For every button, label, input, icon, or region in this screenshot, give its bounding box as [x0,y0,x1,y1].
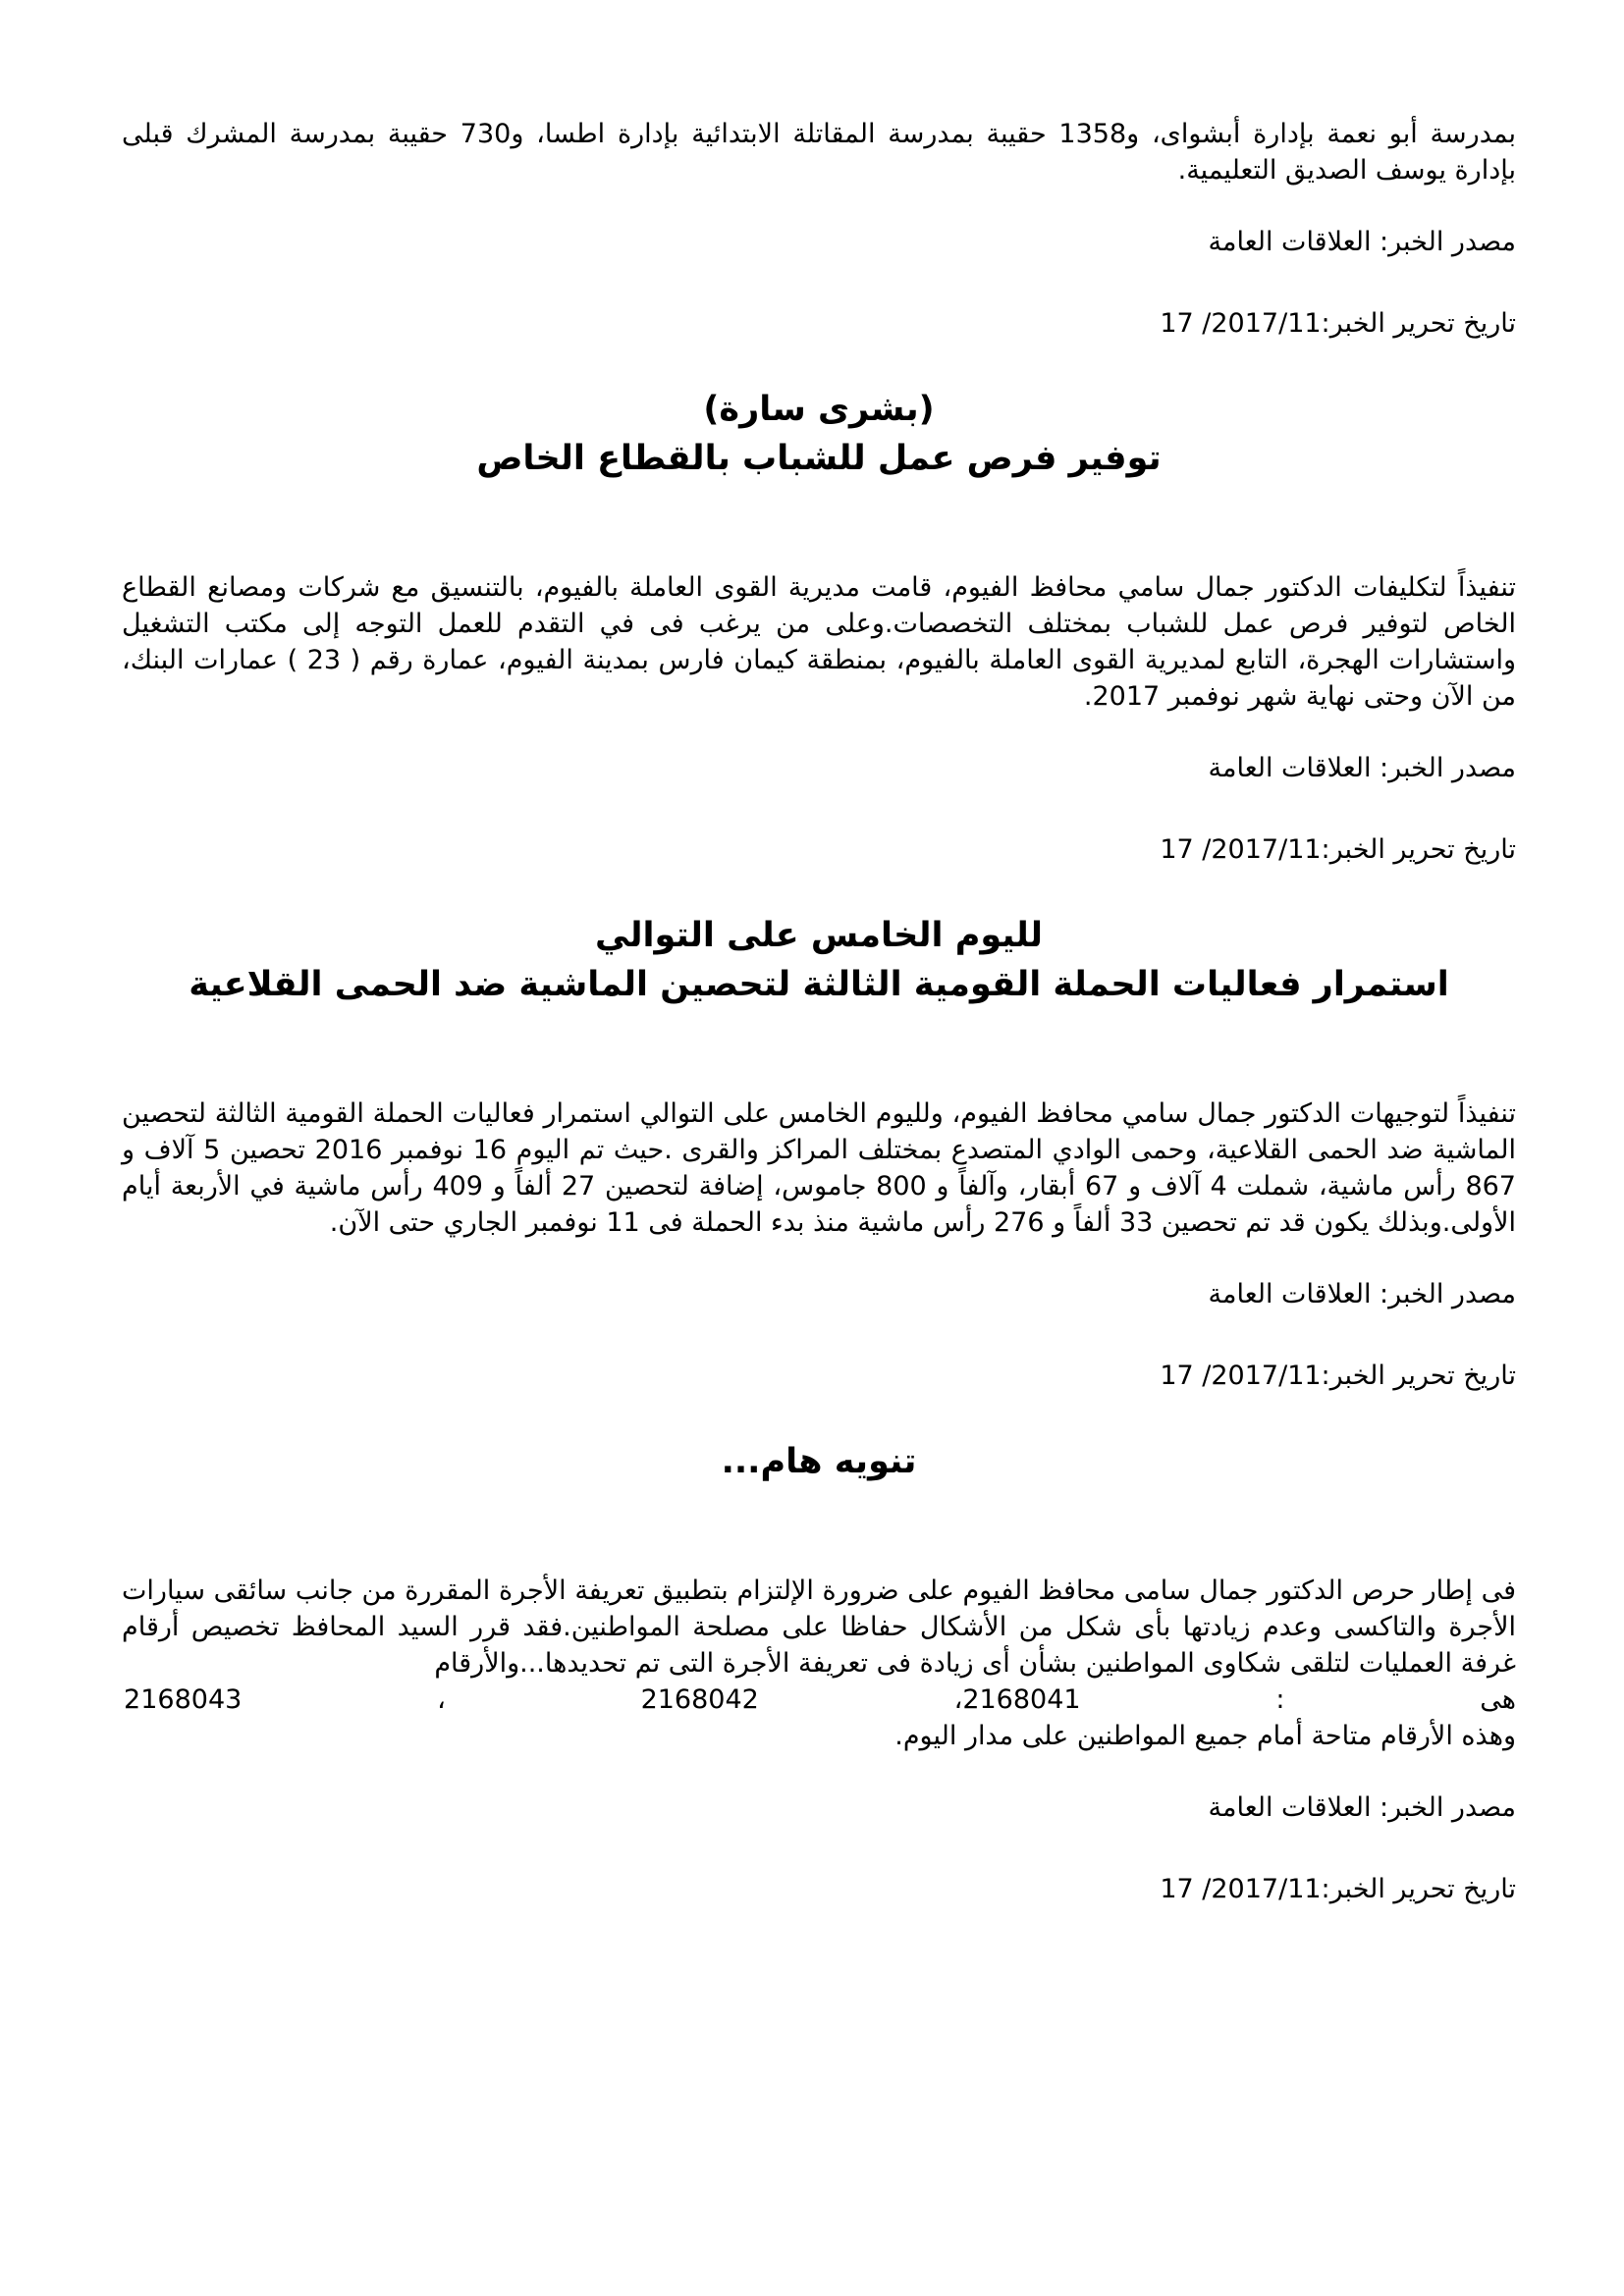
news-date [122,1871,1516,1907]
date-label: تاريخ تحرير الخبر: [1321,1874,1516,1904]
date-value: 17 /2017/11 [1160,834,1322,865]
document-page [122,116,1516,1907]
news-paragraph: تنفيذاً لتوجيهات الدكتور جمال سامي محافظ الفيوم، ولليوم الخامس على التوالي استمرار فعاليات الحملة القومية الثالثة لتحصين الماشية ضد الحمى القلاعية، وحمى الوادي المتصدع بمختلف المراكز والقرى .حيث تم اليوم 16 نوفمبر 2016 تحصين 5 آلاف و 867 رأس ماشية، شملت 4 آلاف و 67 أبقار، وآلفاً و 800 جاموس، إضافة لتحصين 27 ألفاً و 409 رأس ماشية في الأربعة أيام الأولى.وبذلك يكون قد تم تحصين 33 ألفاً و 276 رأس ماشية منذ بدء الحملة فى 11 نوفمبر الجاري حتى الآن. [122,1098,1516,1238]
news-paragraph: فى إطار حرص الدكتور جمال سامى محافظ الفيوم على ضرورة الإلتزام بتطبيق تعريفة الأجرة المقررة من جانب سائقى سيارات الأجرة والتاكسى وعدم زيادتها بأى شكل من الأشكال حفاظا على مصلحة المواطنين.فقد قرر السيد المحافظ تخصيص أرقام غرفة العمليات لتلقى شكاوى المواطنين بشأن أى زيادة فى تعريفة الأجرة التى تم تحديدها...والأرقام [122,1575,1516,1679]
news-heading-line2: استمرار فعاليات الحملة القومية الثالثة لتحصين الماشية ضد الحمى القلاعية [189,965,1449,1004]
news-heading-line1: (بشرى سارة) [703,390,935,429]
news-source: مصدر الخبر: العلاقات العامة [1208,227,1516,257]
news-item-1 [122,116,1516,342]
date-value: 17 /2017/11 [1160,308,1322,339]
news-source: مصدر الخبر: العلاقات العامة [1208,753,1516,783]
news-date [122,305,1516,342]
hotline-number-1: 2168041، [953,1684,1081,1715]
news-heading [122,911,1516,1009]
news-paragraph: تنفيذاً لتكليفات الدكتور جمال سامي محافظ الفيوم، قامت مديرية القوى العاملة بالفيوم، بالتنسيق مع شركات ومصانع القطاع الخاص لتوفير فرص عمل للشباب بمختلف التخصصات.وعلى من يرغب فى في التقدم للعمل التوجه إلى مكتب التشغيل واستشارات الهجرة، التابع لمديرية القوى العاملة بالفيوم، بمنطقة كيمان فارس بمدينة الفيوم، عمارة رقم ( 23 ) عمارات البنك، من الآن وحتى نهاية شهر نوفمبر 2017. [122,572,1516,712]
date-value: 17 /2017/11 [1160,1361,1322,1391]
numbers-separator: ، [437,1684,446,1715]
news-item-4 [122,1437,1516,1907]
news-paragraph: بمدرسة أبو نعمة بإدارة أبشواى، و1358 حقيبة بمدرسة المقاتلة الابتدائية بإدارة اطسا، و730 حقيبة بمدرسة المشرك قبلى بإدارة يوسف الصديق التعليمية. [122,119,1516,186]
news-date [122,831,1516,868]
date-label: تاريخ تحرير الخبر: [1321,308,1516,339]
hotline-number-3: 2168043 [124,1684,243,1715]
date-value: 17 /2017/11 [1160,1874,1322,1904]
date-label: تاريخ تحرير الخبر: [1321,834,1516,865]
news-item-3 [122,911,1516,1394]
news-heading [122,385,1516,483]
numbers-word: هى [1480,1684,1516,1715]
date-label: تاريخ تحرير الخبر: [1321,1361,1516,1391]
news-date [122,1358,1516,1394]
hotline-number-2: 2168042 [640,1684,759,1715]
news-item-2 [122,385,1516,868]
closing-line: وهذه الأرقام متاحة أمام جميع المواطنين على مدار اليوم. [894,1721,1516,1751]
news-source: مصدر الخبر: العلاقات العامة [1208,1279,1516,1309]
news-heading [122,1437,1516,1486]
numbers-colon: : [1275,1684,1285,1715]
news-heading-line2: توفير فرص عمل للشباب بالقطاع الخاص [476,439,1162,478]
news-source: مصدر الخبر: العلاقات العامة [1208,1792,1516,1823]
news-heading-line1: لليوم الخامس على التوالي [594,916,1044,955]
news-heading-line1: تنويه هام... [721,1442,917,1481]
hotline-numbers-row [122,1682,1516,1718]
